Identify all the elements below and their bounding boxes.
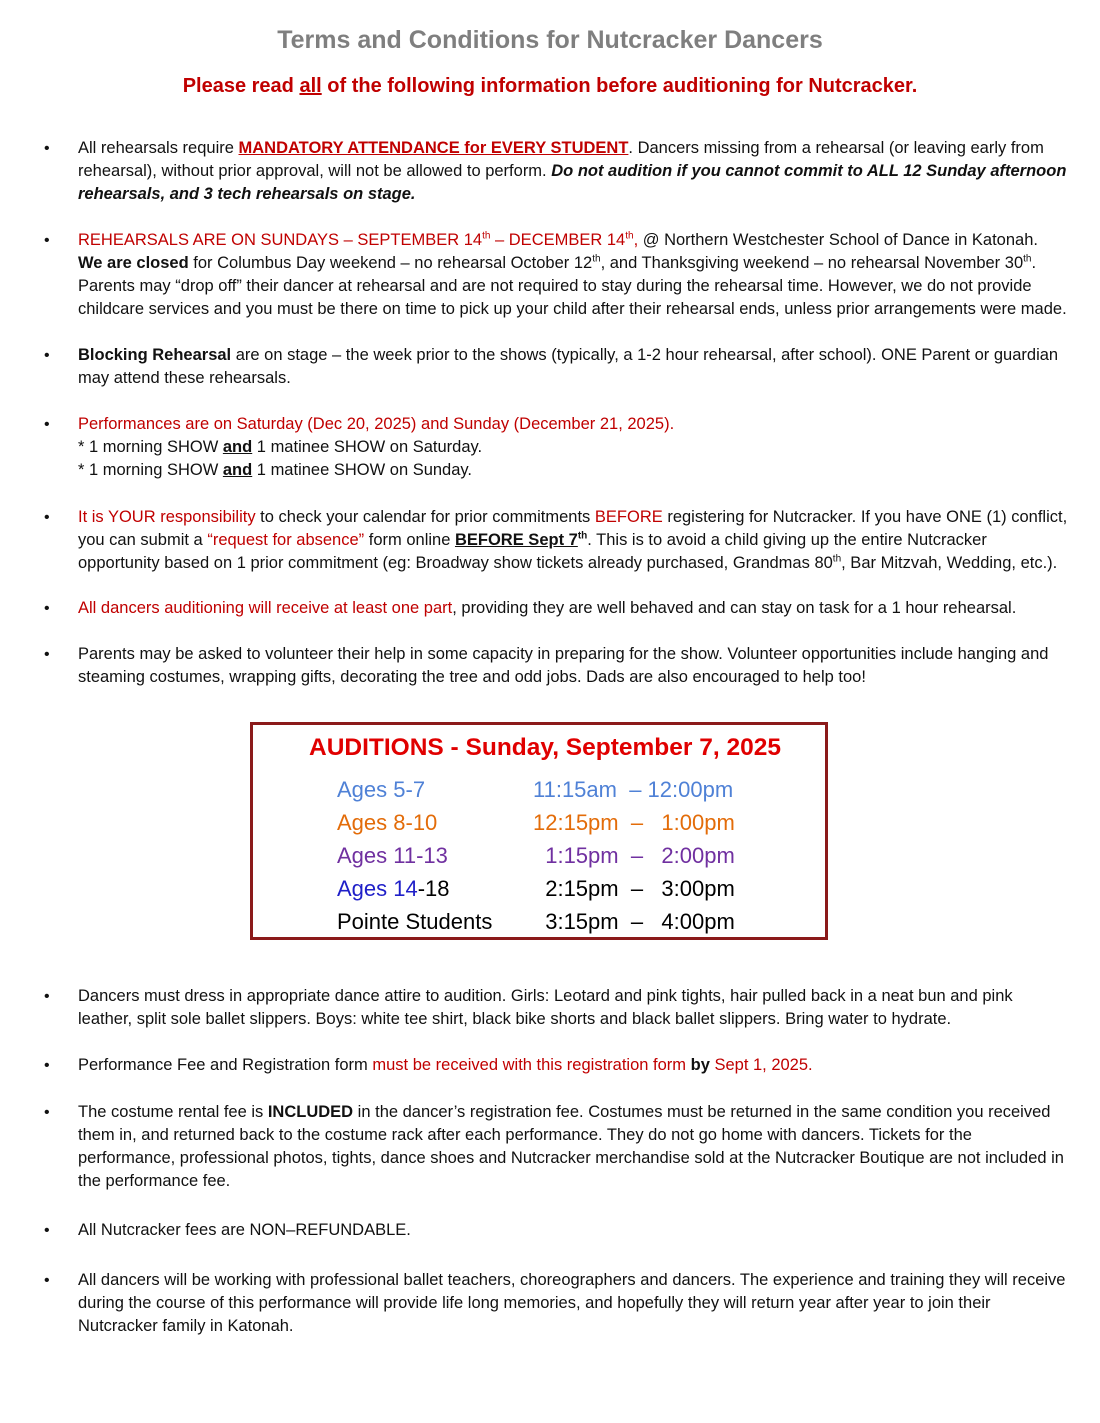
bullet-costume: • The costume rental fee is INCLUDED in the dancer’s registration fee. Costumes must be returned in the same condition you received them in, and returned back to the costume rack after each performance. They do not go home with dancers. Tickets for the performance, professional photos, tights, dance shoes and Nutcracker merchandise sold at the Nutcracker Boutique are not included in the performance fee. bbox=[78, 1101, 1068, 1193]
bullet-professional: • All dancers will be working with professional ballet teachers, choreographers and dancers. The experience and training they will receive during the course of this performance will provide life long memories, and hopefully they will return year after year to join their Nutcracker family in Katonah. bbox=[78, 1269, 1068, 1338]
audition-row bbox=[337, 775, 817, 805]
bullet-attire: • Dancers must dress in appropriate dance attire to audition. Girls: Leotard and pink tights, hair pulled back in a neat bun and pink leather, split sole ballet slippers. Boys: white tee shirt, black bike shorts and black ballet slippers. Bring water to hydrate. bbox=[78, 985, 1068, 1031]
bullet-parts: • All dancers auditioning will receive at least one part, providing they are well behaved and can stay on task for a 1 hour rehearsal. bbox=[78, 597, 1068, 620]
audition-age: Ages 8-10 bbox=[337, 810, 438, 835]
mandatory-attendance-text: MANDATORY ATTENDANCE for EVERY STUDENT bbox=[238, 139, 629, 157]
audition-row bbox=[337, 874, 817, 904]
audition-row bbox=[337, 841, 817, 871]
page-title: Terms and Conditions for Nutcracker Dancers bbox=[277, 26, 823, 54]
bullet-blocking: • Blocking Rehearsal are on stage – the week prior to the shows (typically, a 1-2 hour rehearsal, after school). ONE Parent or guardian may attend these rehearsals. bbox=[78, 344, 1068, 390]
bullet-responsibility: • It is YOUR responsibility to check your calendar for prior commitments BEFORE registering for Nutcracker. If you have ONE (1) conflict, you can submit a “request for absence” form online BEFORE Sept 7th. This is to avoid a child giving up the entire Nutcracker opportunity based on 1 prior commitment (eg: Broadway show tickets already purchased, Grandmas 80th, Bar Mitzvah, Wedding, etc.). bbox=[78, 506, 1068, 575]
audition-time: 11:15am – 12:00pm bbox=[533, 777, 734, 802]
audition-age: Pointe Students bbox=[337, 909, 493, 934]
subtitle-pre: Please read bbox=[182, 75, 300, 97]
audition-row bbox=[337, 808, 817, 838]
bullet-performances: • Performances are on Saturday (Dec 20, 2025) and Sunday (December 21, 2025). * 1 morning SHOW and 1 matinee SHOW on Saturday. * 1 morning SHOW and 1 matinee SHOW on Sunday. bbox=[78, 413, 1068, 482]
audition-time: 1:15pm – 2:00pm bbox=[533, 843, 735, 868]
bullet-attendance: • All rehearsals require MANDATORY ATTENDANCE for EVERY STUDENT. Dancers missing from a rehearsal (or leaving early from rehearsal), without prior approval, will not be allowed to perform. Do not audition if you cannot commit to ALL 12 Sunday afternoon rehearsals, and 3 tech rehearsals on stage. bbox=[78, 137, 1068, 206]
audition-time: 3:15pm – 4:00pm bbox=[533, 909, 735, 934]
subtitle-underlined: all bbox=[299, 75, 322, 97]
bullet-non-refundable: • All Nutcracker fees are NON–REFUNDABLE. bbox=[78, 1219, 1068, 1242]
audition-time: 2:15pm – 3:00pm bbox=[533, 876, 735, 901]
auditions-box bbox=[250, 722, 828, 940]
audition-age: Ages 11-13 bbox=[337, 843, 448, 868]
audition-age: Ages 5-7 bbox=[337, 777, 426, 802]
audition-time: 12:15pm – 1:00pm bbox=[533, 810, 735, 835]
auditions-title: AUDITIONS - Sunday, September 7, 2025 bbox=[309, 734, 781, 761]
audition-row bbox=[337, 907, 817, 937]
bullet-fee: • Performance Fee and Registration form must be received with this registration form by Sept 1, 2025. bbox=[78, 1054, 1068, 1077]
subtitle-post: of the following information before auditioning for Nutcracker. bbox=[321, 75, 918, 97]
bullet-rehearsals: • REHEARSALS ARE ON SUNDAYS – SEPTEMBER 14th – DECEMBER 14th, @ Northern Westchester School of Dance in Katonah. We are closed for Columbus Day weekend – no rehearsal October 12th, and Thanksgiving weekend – no rehearsal November 30th. Parents may “drop off” their dancer at rehearsal and are not required to stay during the rehearsal time. However, we do not provide childcare services and you must be there on time to pick up your child after their rehearsal ends, unless prior arrangements were made. bbox=[78, 229, 1068, 321]
bullet-volunteer: • Parents may be asked to volunteer their help in some capacity in preparing for the show. Volunteer opportunities include hanging and steaming costumes, wrapping gifts, decorating the tree and odd jobs. Dads are also encouraged to help too! bbox=[78, 643, 1068, 689]
page-subtitle bbox=[0, 75, 1100, 98]
audition-age: Ages 14-18 bbox=[337, 876, 450, 901]
